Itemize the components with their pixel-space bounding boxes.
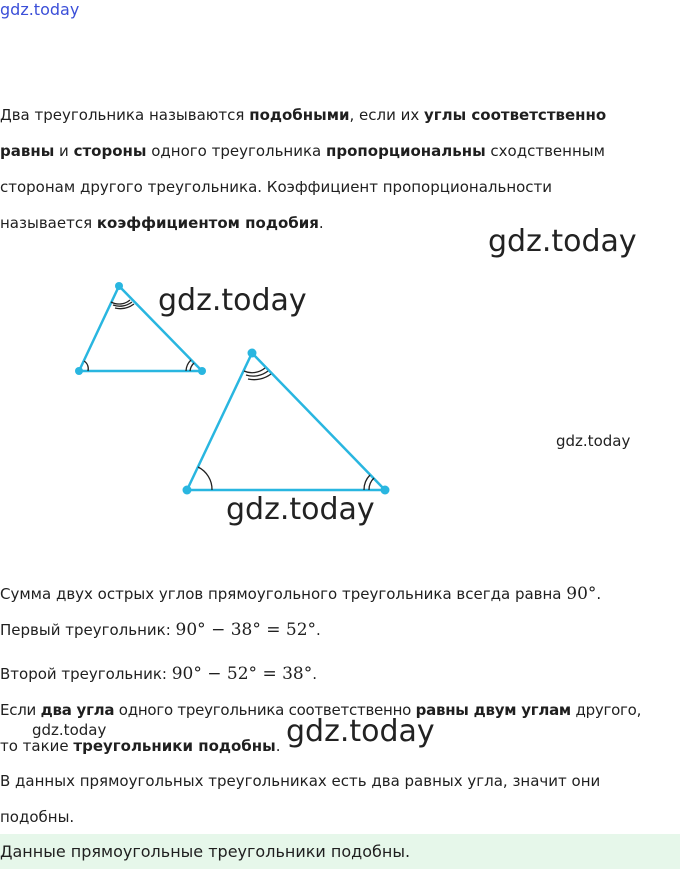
math: 90° [566, 584, 597, 604]
text: сходственным [485, 142, 605, 160]
text: то такие [0, 737, 74, 755]
text: Сумма двух острых углов прямоугольного треугольника всегда равна [0, 585, 567, 603]
math: 90° − 52° = 38° [171, 664, 313, 684]
text: . [275, 737, 281, 755]
bold-text: треугольники подобны [73, 737, 276, 755]
bold-text: углы соответственно [423, 106, 607, 124]
text: Второй треугольник: [0, 665, 172, 683]
solution-sum [0, 576, 680, 612]
watermark: gdz.today [226, 492, 375, 527]
answer-box [0, 834, 680, 869]
text: Два треугольника называются [0, 106, 250, 124]
large-triangle-vertices [183, 349, 390, 495]
definition-line-3: сторонам другого треугольника. Коэффициент пропорциональности [0, 178, 553, 196]
text: одного треугольника соответственно [114, 701, 416, 719]
bold-text: стороны [73, 142, 147, 160]
watermark: gdz.today [32, 721, 107, 739]
text: . [596, 585, 602, 603]
text: . [316, 621, 321, 639]
definition-line-1 [0, 97, 680, 133]
text: называется [0, 214, 97, 232]
solution-first-triangle [0, 612, 680, 648]
text: , если их [349, 106, 424, 124]
watermark-top: gdz.today [0, 0, 80, 19]
text: Если [0, 701, 41, 719]
text: другого, [570, 701, 642, 719]
text: Первый треугольник: [0, 621, 176, 639]
similar-triangles-diagram [0, 270, 680, 510]
text: . [312, 665, 317, 683]
watermark: gdz.today [286, 714, 435, 749]
answer-text: Данные прямоугольные треугольники подобны. [0, 842, 411, 861]
text: одного треугольника [146, 142, 327, 160]
large-triangle [187, 353, 385, 490]
watermark: gdz.today [556, 432, 631, 450]
bold-text: равны [0, 142, 55, 160]
text: . [318, 214, 324, 232]
conclusion-line-2: подобны. [0, 808, 75, 826]
watermark: gdz.today [158, 283, 307, 318]
bold-text: подобными [249, 106, 350, 124]
conclusion-line-1: В данных прямоугольных треугольниках есть два равных угла, значит они [0, 772, 601, 790]
solution-second-triangle [0, 656, 680, 692]
bold-text: равны двум углам [415, 701, 571, 719]
bold-text: коэффициентом подобия [96, 214, 319, 232]
math: 90° − 38° = 52° [175, 620, 317, 640]
bold-text: два угла [40, 701, 115, 719]
bold-text: пропорциональны [326, 142, 486, 160]
text: и [54, 142, 74, 160]
definition-line-2 [0, 133, 680, 169]
watermark: gdz.today [488, 224, 637, 259]
